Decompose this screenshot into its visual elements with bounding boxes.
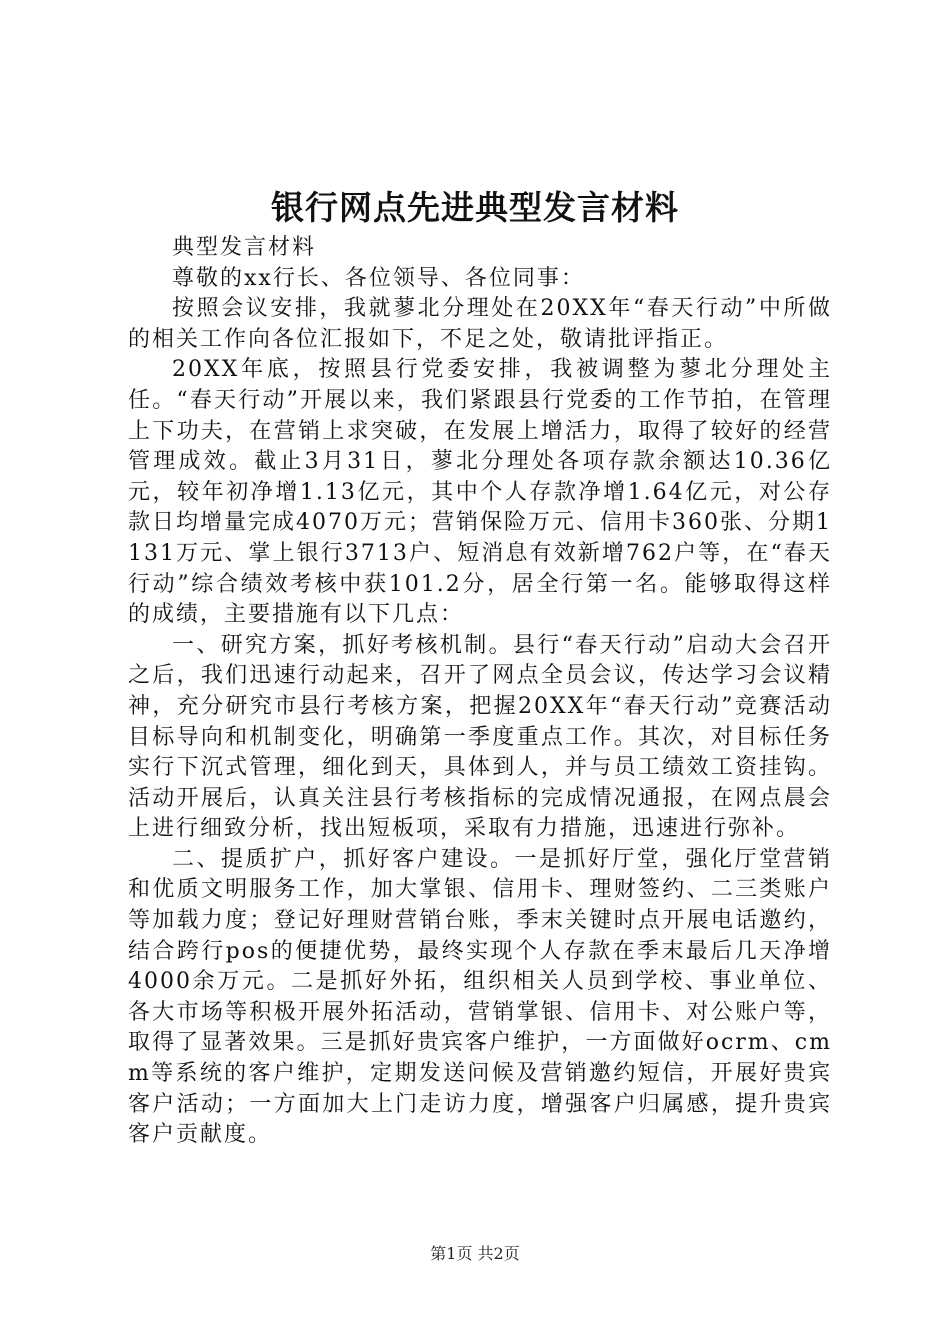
document-body	[128, 233, 832, 1151]
paragraph-results: 20XX年底，按照县行党委安排，我被调整为蓼北分理处主任。“春天行动”开展以来，我们紧跟县行党委的工作节拍，在管理上下功夫，在营销上求突破，在发展上增活力，取得了较好的经营管理成效。截止3月31日，蓼北分理处各项存款余额达10.36亿元，较年初净增1.13亿元，其中个人存款净增1.64亿元，对公存款日均增量完成4070万元；营销保险万元、信用卡360张、分期1131万元、掌上银行3713户、短消息有效新增762户等，在“春天行动”综合绩效考核中获101.2分，居全行第一名。能够取得这样的成绩，主要措施有以下几点：	[128, 357, 832, 628]
paragraph-intro: 按照会议安排，我就蓼北分理处在20XX年“春天行动”中所做的相关工作向各位汇报如下，不足之处，敬请批评指正。	[128, 296, 832, 352]
page-number-footer: 第1页 共2页	[430, 1244, 520, 1263]
paragraph-measure-two: 二、提质扩户，抓好客户建设。一是抓好厅堂，强化厅堂营销和优质文明服务工作，加大掌银、信用卡、理财签约、二三类账户等加载力度；登记好理财营销台账，季末关键时点开展电话邀约，结合跨行pos的便捷优势，最终实现个人存款在季末最后几天净增4000余万元。二是抓好外拓，组织相关人员到学校、事业单位、各大市场等积极开展外拓活动，营销掌银、信用卡、对公账户等，取得了显著效果。三是抓好贵宾客户维护，一方面做好ocrm、cmm等系统的客户维护，定期发送问候及营销邀约短信，开展好贵宾客户活动；一方面加大上门走访力度，增强客户归属感，提升贵宾客户贡献度。	[128, 846, 832, 1148]
paragraph-subtitle: 典型发言材料	[172, 235, 317, 260]
paragraph-salutation: 尊敬的xx行长、各位领导、各位同事：	[172, 265, 585, 291]
paragraph-measure-one: 一、研究方案，抓好考核机制。县行“春天行动”启动大会召开之后，我们迅速行动起来，召开了网点全员会议，传达学习会议精神，充分研究市县行考核方案，把握20XX年“春天行动”竞赛活动目标导向和机制变化，明确第一季度重点工作。其次，对目标任务实行下沉式管理，细化到天，具体到人，并与员工绩效工资挂钩。活动开展后，认真关注县行考核指标的完成情况通报，在网点晨会上进行细致分析，找出短板项，采取有力措施，迅速进行弥补。	[128, 632, 832, 842]
page-title: 银行网点先进典型发言材料	[271, 188, 679, 227]
